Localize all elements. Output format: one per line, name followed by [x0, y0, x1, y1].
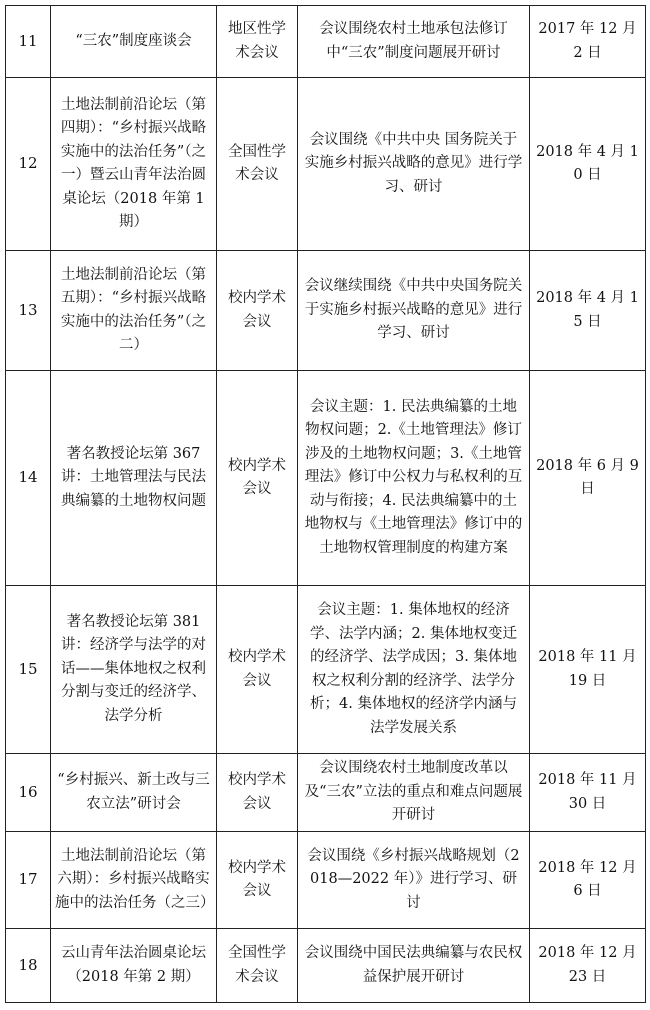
- meeting-date: 2018 年 4 月 15 日: [530, 251, 646, 371]
- meeting-date: 2018 年 12 月 23 日: [530, 929, 646, 1003]
- table-row: [6, 586, 646, 754]
- meeting-date: 2018 年 11 月 30 日: [530, 754, 646, 832]
- meeting-title: “三农”制度座谈会: [51, 6, 217, 78]
- row-number: 12: [6, 78, 51, 251]
- meeting-title: “乡村振兴、新土改与三农立法”研讨会: [51, 754, 217, 832]
- meeting-title: 云山青年法治圆桌论坛（2018 年第 2 期）: [51, 929, 217, 1003]
- meeting-title: 著名教授论坛第 381 讲：经济学与法学的对话——集体地权之权利分割与变迁的经济学、法学分析: [51, 586, 217, 754]
- meeting-content: 会议围绕农村土地制度改革以及“三农”立法的重点和难点问题展开研讨: [298, 754, 530, 832]
- meeting-content: 会议围绕中国民法典编纂与农民权益保护展开研讨: [298, 929, 530, 1003]
- meeting-type: 全国性学术会议: [217, 78, 298, 251]
- meeting-content: 会议围绕农村土地承包法修订中“三农”制度问题展开研讨: [298, 6, 530, 78]
- meeting-date: 2018 年 6 月 9 日: [530, 371, 646, 586]
- meeting-type: 全国性学术会议: [217, 929, 298, 1003]
- meeting-type: 地区性学术会议: [217, 6, 298, 78]
- meeting-title: 著名教授论坛第 367 讲：土地管理法与民法典编纂的土地物权问题: [51, 371, 217, 586]
- meeting-type: 校内学术会议: [217, 371, 298, 586]
- table-row: [6, 754, 646, 832]
- meeting-title: 土地法制前沿论坛（第五期）：“乡村振兴战略实施中的法治任务”（之二）: [51, 251, 217, 371]
- row-number: 13: [6, 251, 51, 371]
- table-row: [6, 78, 646, 251]
- row-number: 18: [6, 929, 51, 1003]
- meeting-content: 会议主题：1. 民法典编纂的土地物权问题；2.《土地管理法》修订涉及的土地物权问题；3.《土地管理法》修订中公权力与私权利的互动与衔接；4. 民法典编纂中的土地物权与《土地管理法》修订中的土地物权管理制度的构建方案: [298, 371, 530, 586]
- meeting-type: 校内学术会议: [217, 251, 298, 371]
- meeting-title: 土地法制前沿论坛（第四期）：“乡村振兴战略实施中的法治任务”（之一）暨云山青年法治圆桌论坛（2018 年第 1 期）: [51, 78, 217, 251]
- table-row: [6, 371, 646, 586]
- table-row: [6, 929, 646, 1003]
- meeting-content: 会议围绕《乡村振兴战略规划（2018—2022 年）》进行学习、研讨: [298, 832, 530, 929]
- meeting-title: 土地法制前沿论坛（第六期）：乡村振兴战略实施中的法治任务（之三）: [51, 832, 217, 929]
- meetings-table: [5, 5, 646, 1003]
- table-row: [6, 832, 646, 929]
- row-number: 11: [6, 6, 51, 78]
- table-row: [6, 6, 646, 78]
- row-number: 14: [6, 371, 51, 586]
- row-number: 15: [6, 586, 51, 754]
- meeting-type: 校内学术会议: [217, 832, 298, 929]
- table-row: [6, 251, 646, 371]
- meeting-date: 2018 年 11 月 19 日: [530, 586, 646, 754]
- meeting-type: 校内学术会议: [217, 754, 298, 832]
- meeting-content: 会议继续围绕《中共中央国务院关于实施乡村振兴战略的意见》进行学习、研讨: [298, 251, 530, 371]
- row-number: 17: [6, 832, 51, 929]
- meeting-date: 2017 年 12 月 2 日: [530, 6, 646, 78]
- meeting-date: 2018 年 4 月 10 日: [530, 78, 646, 251]
- meeting-content: 会议围绕《中共中央 国务院关于实施乡村振兴战略的意见》进行学习、研讨: [298, 78, 530, 251]
- meeting-date: 2018 年 12 月 6 日: [530, 832, 646, 929]
- meeting-type: 校内学术会议: [217, 586, 298, 754]
- meeting-content: 会议主题：1. 集体地权的经济学、法学内涵；2. 集体地权变迁的经济学、法学成因；3. 集体地权之权利分割的经济学、法学分析；4. 集体地权的经济学内涵与法学发展关系: [298, 586, 530, 754]
- row-number: 16: [6, 754, 51, 832]
